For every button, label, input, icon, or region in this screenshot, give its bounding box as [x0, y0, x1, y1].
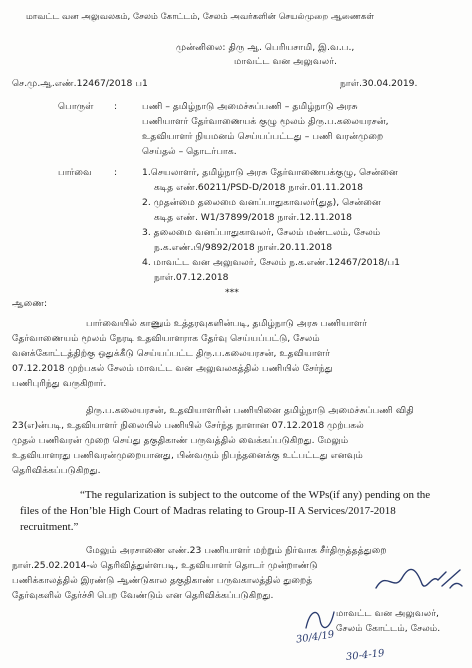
references-label: பார்வை — [58, 167, 92, 178]
reference-item: 2. முதன்மை தலைமை வனப்பாதுகாவலர்(துத), சென்னை — [142, 197, 381, 208]
quote-line: “The regularization is subject to the outcome of the WPs(if any) pending on the — [80, 489, 431, 501]
paragraph-line: நாள்.25.02.2014-ல் தெரிவித்துள்ளபடி, உதவியாளர் தொடர் முன்றாண்டு — [12, 560, 318, 571]
reference-item: நாள்.07.12.2018 — [154, 272, 229, 283]
reference-number: செ.மு.ஆ.எண்.12467/2018 ப1 — [12, 78, 148, 89]
reference-item: ந.க.எண்.பி/9892/2018 நாள்.20.11.2018 — [154, 242, 333, 253]
paragraph-line: வனக்கோட்டத்திற்கு ஒதுக்கீடு செய்யப்பட்ட திரு.ப.கலையரசன், உதவியாளர் — [12, 348, 330, 359]
separator-stars: *** — [225, 287, 239, 298]
handwritten-date: 30/4/19 — [295, 629, 336, 646]
paragraph-line: திரு.ப.கலையரசன், உதவியாளரின் பணியினை தமிழ்நாடு அமைச்சுப்பணி விதி — [86, 405, 414, 416]
paragraph-line: பணிபுரிந்து வருகிறார். — [12, 378, 107, 389]
paragraph-line: பணிக்காலத்தில் இரண்டு ஆண்டுகால தகுதிகாண் பருவகாலத்தில் துறைத் — [12, 575, 313, 586]
paragraph-line: மேலும் அரசாணை எண்.23 பணியாளர் மற்றும் நிர்வாக சீர்திருத்தத்துறை — [86, 545, 387, 556]
subject-colon: : — [114, 101, 118, 112]
subject-line: பணியாளர் தேர்வாணையக் குழு மூலம் திரு.ப.கலையரசன், — [142, 116, 389, 127]
paragraph-line: முதல் பணிவரன் முறை செய்து தகுதிகாண் பருவத்தில் வைக்கப்படுகிறது. மேலும் — [12, 435, 349, 446]
signature-scribble — [372, 566, 468, 596]
paragraph-line: தெரிவிக்கப்படுகிறது. — [12, 465, 101, 476]
presence-line: முன்னிலை: திரு ஆ. பெரியசாமி, இ.வ.ப., — [176, 42, 355, 53]
paragraph-line: தேர்வாணையம் மூலம் நேரடி உதவியாளராக தேர்வு செய்யப்பட்டு, சேலம் — [12, 333, 320, 344]
reference-item: 4. மாவட்ட வன அலுவலர், சேலம் ந.க.எண்.12467/2018/ப1 — [142, 257, 400, 268]
reference-item: கடித எண். W1/37899/2018 நாள்.12.11.2018 — [154, 212, 352, 223]
paragraph-line: 23(எ)ன்படி, உதவியாளர் நிலையில் பணியில் சேர்ந்த நாளான 07.12.2018 முற்பகல் — [12, 420, 364, 431]
office-header: மாவட்ட வன அலுவலகம், சேலம் கோட்டம், சேலம் அவர்களின் செயல்முறை ஆணைகள் — [26, 12, 375, 22]
paragraph-line: உதவியாளரது பணிவரன்முறையானது, பின்வரும் நிபந்தனைக்கு உட்பட்டது எனவும் — [12, 450, 363, 461]
signatory-title: மாவட்ட வன அலுவலர், — [336, 608, 439, 619]
paragraph-line: பார்வையில் காணும் உத்தரவுகளின்படி, தமிழ்நாடு அரசு பணியாளர் — [86, 318, 367, 329]
quote-line: files of the Hon’ble High Court of Madras relating to Group-II A Services/2017-2018 — [20, 505, 396, 517]
reference-item: 3. தலைமை வனப்பாதுகாவலர், சேலம் மண்டலம், சேலம் — [142, 227, 381, 238]
presence-designation: மாவட்ட வன அலுவலர். — [234, 56, 337, 67]
subject-label: பொருள் — [58, 101, 94, 112]
reference-item: 1.செயலாளர், தமிழ்நாடு அரசு தேர்வாணையக்குழு, சென்னை — [142, 167, 398, 178]
reference-date: நாள்.30.04.2019. — [340, 78, 418, 89]
references-colon: : — [114, 167, 118, 178]
handwritten-date: 30-4-19 — [345, 648, 385, 663]
subject-line: உதவியாளர் நியமனம் செய்யப்பட்டது – பணி வரன்முறை — [142, 131, 384, 142]
initials-scribble — [300, 604, 340, 634]
reference-item: கடித எண்.60211/PSD-D/2018 நாள்.01.11.2018 — [154, 182, 363, 193]
signatory-office: சேலம் கோட்டம், சேலம். — [336, 623, 441, 634]
subject-line: செய்தல் – தொடர்பாக. — [142, 146, 237, 157]
quote-line: recruitment.” — [20, 521, 79, 533]
subject-line: பணி – தமிழ்நாடு அமைச்சுப்பணி – தமிழ்நாடு அரசு — [142, 101, 358, 112]
paragraph-line: தேர்வுகளில் தேர்ச்சி பெற வேண்டும் என தெரிவிக்கப்படுகிறது. — [12, 590, 274, 601]
paragraph-line: 07.12.2018 முற்பகல் சேலம் மாவட்ட வன அலுவலகத்தில் பணியில் சேர்ந்து — [12, 363, 333, 374]
order-label: ஆணை: — [12, 298, 48, 309]
